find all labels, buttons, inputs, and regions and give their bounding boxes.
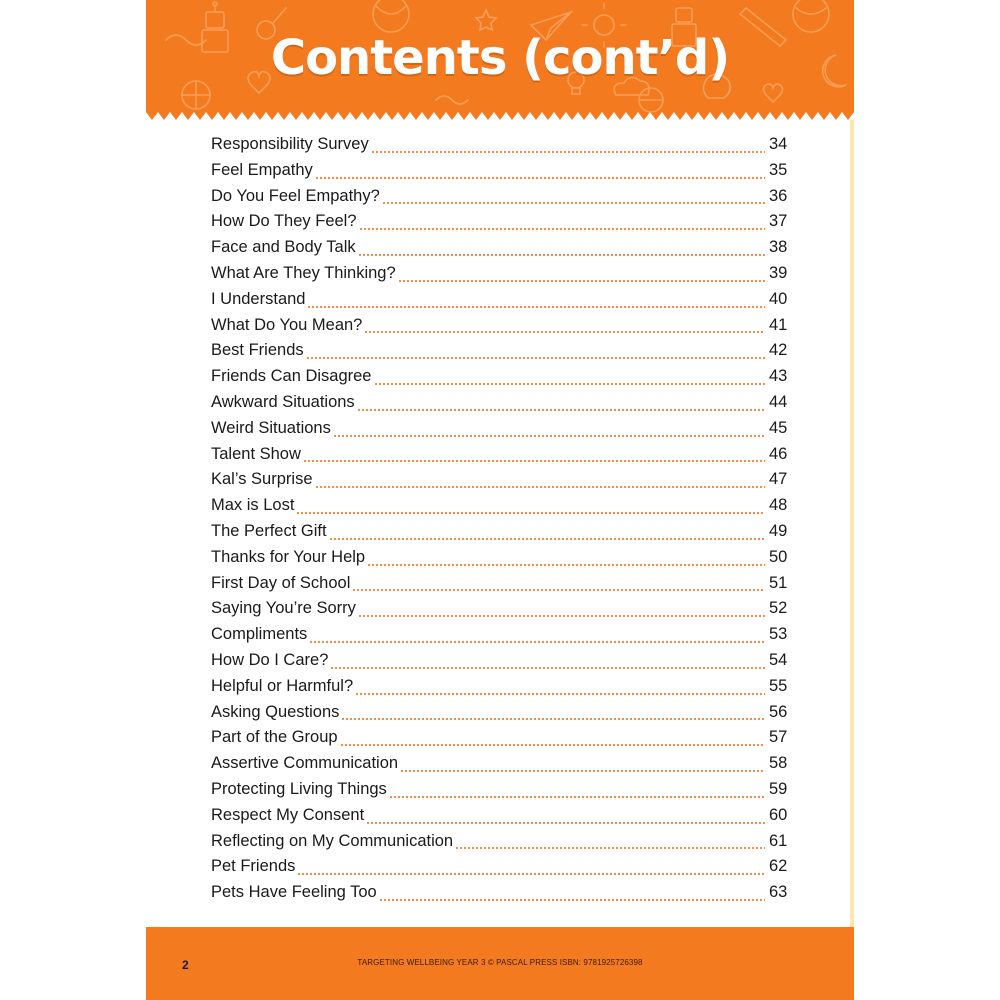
toc-entry-page: 52 [769,599,788,618]
toc-entry [211,135,791,161]
toc-entry [211,857,791,883]
dot-leader [352,588,765,592]
header-banner [146,0,854,128]
toc-entry-page: 57 [769,728,788,747]
toc-entry-page: 44 [769,392,788,411]
toc-entry-title: Responsibility Survey [211,135,369,153]
dot-leader [330,666,765,670]
toc-entry-page: 50 [769,547,788,566]
toc-entry-page: 58 [769,754,788,773]
toc-entry-page: 51 [769,573,788,592]
toc-entry [211,599,791,625]
dot-leader [315,176,765,180]
dot-leader [374,382,766,386]
toc-entry-title: Face and Body Talk [211,238,356,257]
toc-entry-title: Asking Questions [211,702,340,721]
toc-entry [211,754,791,780]
toc-entry-page: 60 [769,805,788,824]
page-title: Contents (cont’d) [270,30,730,86]
toc-entry-title: How Do They Feel? [211,212,357,231]
footer-credit: TARGETING WELLBEING YEAR 3 © PASCAL PRESS ISBN: 9781925726398 [357,958,643,967]
toc-entry-page: 36 [769,186,788,205]
toc-entry-title: Respect My Consent [211,805,365,824]
table-of-contents [211,135,791,909]
dot-leader [382,201,765,205]
toc-entry [211,367,791,393]
toc-entry-title: First Day of School [211,573,351,592]
toc-entry-page: 38 [769,238,788,257]
toc-entry-page: 42 [769,341,788,360]
toc-entry-title: How Do I Care? [211,650,329,669]
toc-entry-title: Awkward Situations [211,392,355,411]
toc-entry [211,522,791,548]
toc-entry-page: 45 [769,418,788,437]
book-page [146,0,854,1000]
toc-entry-page: 63 [769,883,788,902]
dot-leader [355,692,765,696]
toc-entry-page: 40 [769,289,788,308]
dot-leader [379,898,765,902]
toc-entry [211,677,791,703]
toc-entry-title: Thanks for Your Help [211,547,366,566]
dot-leader [309,640,765,644]
toc-entry [211,290,791,316]
toc-entry [211,419,791,445]
toc-entry [211,703,791,729]
toc-entry [211,548,791,574]
toc-entry [211,445,791,471]
toc-entry [211,341,791,367]
dot-leader [398,279,765,283]
dot-leader [297,872,765,876]
toc-entry-title: Max is Lost [211,496,295,515]
toc-entry-title: Part of the Group [211,728,338,747]
toc-entry [211,625,791,651]
dot-leader [315,485,766,489]
toc-entry-page: 39 [769,263,788,282]
toc-entry-title: The Perfect Gift [211,521,327,540]
toc-entry [211,496,791,522]
dot-leader [367,563,765,567]
toc-entry-title: Best Friends [211,341,304,360]
toc-entry [211,780,791,806]
toc-entry-title: Helpful or Harmful? [211,676,354,695]
toc-entry-page: 59 [769,779,788,798]
toc-entry-title: Assertive Communication [211,754,399,773]
toc-entry-page: 37 [769,212,788,231]
page-edge-strip [850,120,854,927]
toc-entry-title: Kal’s Surprise [211,470,313,489]
dot-leader [333,434,765,438]
dot-leader [296,511,765,515]
toc-entry-title: Talent Show [211,444,301,463]
toc-entry-title: Do You Feel Empathy? [211,186,380,205]
toc-entry [211,161,791,187]
dot-leader [306,356,765,360]
toc-entry-title: Pets Have Feeling Too [211,883,377,902]
toc-entry [211,728,791,754]
toc-entry [211,806,791,832]
toc-entry-page: 54 [769,650,788,669]
toc-entry-page: 48 [769,496,788,515]
toc-entry-page: 43 [769,367,788,386]
dot-leader [371,150,765,154]
toc-entry-title: Friends Can Disagree [211,367,372,386]
toc-entry-page: 41 [769,315,788,334]
toc-entry-page: 61 [769,831,788,850]
dot-leader [400,769,765,773]
dot-leader [340,743,765,747]
toc-entry-title: What Are They Thinking? [211,263,396,282]
toc-entry-page: 49 [769,521,788,540]
page-footer [146,927,854,1000]
toc-entry [211,212,791,238]
toc-entry [211,651,791,677]
toc-entry-title: Saying You’re Sorry [211,599,356,618]
toc-entry-title: What Do You Mean? [211,315,363,334]
toc-entry-title: I Understand [211,289,306,308]
toc-entry-page: 55 [769,676,788,695]
dot-leader [358,253,765,257]
toc-entry [211,832,791,858]
toc-entry-page: 34 [769,135,788,153]
dot-leader [358,614,765,618]
dot-leader [366,821,765,825]
toc-entry-page: 47 [769,470,788,489]
dot-leader [359,227,765,231]
toc-entry-title: Pet Friends [211,857,296,876]
dot-leader [357,408,765,412]
toc-entry-title: Feel Empathy [211,160,313,179]
toc-entry-page: 56 [769,702,788,721]
toc-entry-page: 46 [769,444,788,463]
toc-entry [211,187,791,213]
toc-entry-page: 53 [769,625,788,644]
dot-leader [364,330,765,334]
toc-entry [211,264,791,290]
dot-leader [307,305,765,309]
toc-entry-page: 35 [769,160,788,179]
dot-leader [329,537,765,541]
dot-leader [303,459,765,463]
toc-entry [211,238,791,264]
toc-entry [211,316,791,342]
toc-entry-title: Reflecting on My Communication [211,831,454,850]
toc-entry-title: Compliments [211,625,308,644]
toc-entry [211,574,791,600]
dot-leader [455,846,765,850]
toc-entry-title: Protecting Living Things [211,779,387,798]
toc-entry-title: Weird Situations [211,418,331,437]
dot-leader [341,717,765,721]
toc-entry [211,470,791,496]
dot-leader [389,795,765,799]
page-number: 2 [182,958,189,972]
toc-entry-page: 62 [769,857,788,876]
toc-entry [211,883,791,909]
toc-entry [211,393,791,419]
